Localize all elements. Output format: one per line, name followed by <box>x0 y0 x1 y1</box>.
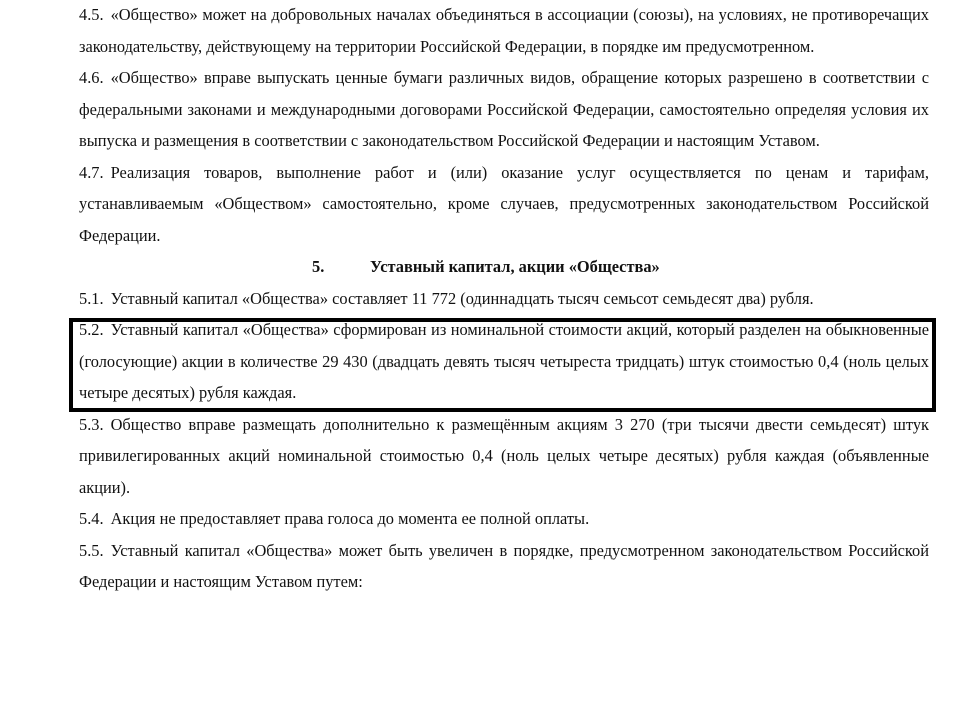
paragraph-number: 4.6. <box>79 68 104 87</box>
paragraph-number: 5.1. <box>79 288 104 308</box>
paragraph-number: 5.2. <box>79 320 104 339</box>
paragraph-text: Реализация товаров, выполнение работ и (или) оказание услуг осуществляется по ценам и тарифам, устанавливаемым «Обществом» самостоятельно, кроме случаев, предусмотренных законодательством Российской Федерации. <box>79 162 929 245</box>
paragraph-text: Акция не предоставляет права голоса до момента ее полной оплаты. <box>110 509 590 528</box>
paragraph-text: «Общество» может на добровольных началах объединяться в ассоциации (союзы), на условиях, не противоречащих законодательству, действующему на территории Российской Федерации, в порядке им предусмотренном. <box>79 5 929 56</box>
paragraph-number: 5.5. <box>79 540 104 560</box>
paragraph-number: 4.7. <box>79 162 104 182</box>
section-number: 5. <box>312 257 325 276</box>
paragraph-text: «Общество» вправе выпускать ценные бумаги различных видов, обращение которых разрешено в соответствии с федеральными законами и международными договорами Российской Федерации, самостоятельно определяя условия их выпуска и размещения в соответствии с законодательством Российской Федерации и настоящим Уставом. <box>79 68 929 150</box>
section-title: Уставный капитал, акции «Общества» <box>370 257 660 276</box>
paragraph-text: Общество вправе размещать дополнительно к размещённым акциям 3 270 (три тысячи двести семьдесят) штук привилегированных акций номинальной стоимостью 0,4 (ноль целых четыре десятых) рубля каждая (объявленные акции). <box>79 414 929 497</box>
paragraph-text: Уставный капитал «Общества» сформирован из номинальной стоимости акций, который разделен на обыкновенные (голосующие) акции в количестве 29 430 (двадцать девять тысяч четыреста тридцать) штук стоимостью 0,4 (ноль целых четыре десятых) рубля каждая. <box>79 320 929 402</box>
paragraph-text: Уставный капитал «Общества» составляет 11 772 (одиннадцать тысяч семьсот семьдесят два) рубля. <box>110 288 814 308</box>
paragraph-number: 5.4. <box>79 509 104 528</box>
paragraph-4-6 <box>79 62 929 157</box>
paragraph-4-5 <box>79 0 929 62</box>
paragraph-5-4 <box>79 503 929 535</box>
paragraph-number: 4.5. <box>79 5 104 24</box>
paragraph-number: 5.3. <box>79 414 104 434</box>
paragraph-5-1 <box>79 283 929 315</box>
paragraph-4-7 <box>79 157 929 252</box>
section-heading <box>79 251 929 283</box>
paragraph-5-2 <box>79 314 929 409</box>
document-page <box>79 0 929 598</box>
highlight-box <box>79 314 929 409</box>
paragraph-text: Уставный капитал «Общества» может быть увеличен в порядке, предусмотренном законодательством Российской Федерации и настоящим Уставом путем: <box>79 540 929 591</box>
paragraph-5-5 <box>79 535 929 598</box>
paragraph-5-3 <box>79 409 929 504</box>
